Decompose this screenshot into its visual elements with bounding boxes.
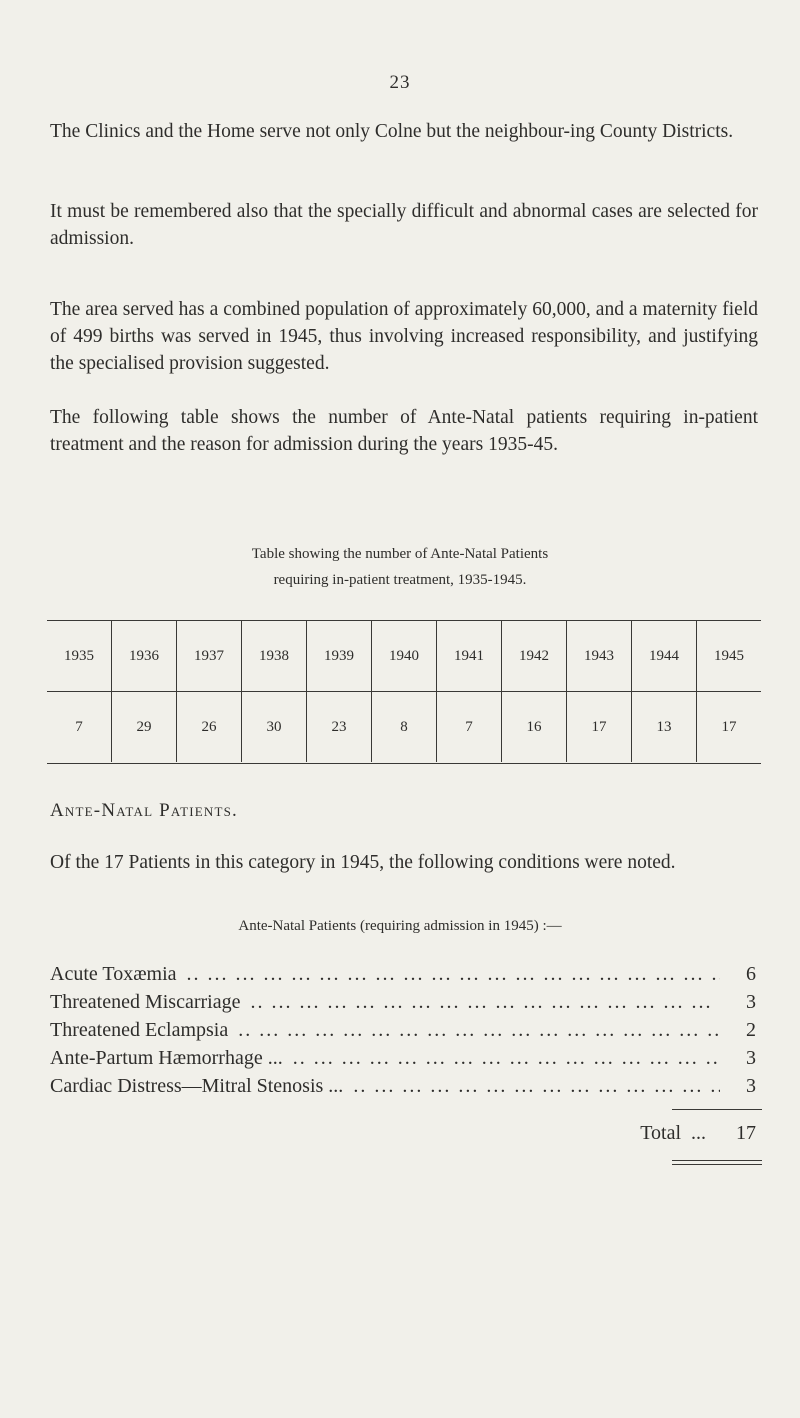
total-double-rule [672,1160,762,1165]
count-cell: 13 [632,692,697,762]
sum-rule [672,1109,762,1110]
list-caption: Ante-Natal Patients (requiring admission in 1945) :— [238,918,562,934]
condition-count: 6 [746,963,756,985]
condition-name: Cardiac Distress—Mitral Stenosis ... [50,1075,344,1097]
count-cell: 17 [567,692,632,762]
total-label: Total [640,1122,681,1144]
dot-leader [283,1044,720,1072]
dot-leader [240,988,720,1016]
condition-name: Threatened Miscarriage [50,991,241,1013]
count-cell: 26 [177,692,242,762]
condition-count: 3 [746,1047,756,1069]
year-cell: 1935 [47,621,112,691]
condition-item [50,960,756,988]
conditions-list [50,960,756,1100]
condition-item [50,1044,756,1072]
count-cell: 17 [721,718,737,735]
dot-leader [343,1072,720,1100]
total-value: 17 [736,1122,756,1144]
count-cell: 23 [307,692,372,762]
condition-name: Acute Toxæmia [50,963,177,985]
year-cell: 1944 [632,621,697,691]
year-cell: 1936 [112,621,177,691]
dot-leader [177,960,720,988]
count-cell: 16 [502,692,567,762]
paragraph-conditions-intro: Of the 17 Patients in this category in 1945, the following conditions were noted. [50,852,676,873]
condition-item [50,1072,756,1100]
table-caption [0,541,800,593]
year-cell: 1945 [714,647,744,664]
paragraph-table-intro: The following table shows the number of Ante-Natal patients requiring in-patient treatment and the reason for admission during the years 1935-45. [50,407,758,455]
total-leader: ... [691,1122,706,1144]
year-cell: 1937 [177,621,242,691]
count-cell: 7 [47,692,112,762]
section-heading: Ante-Natal Patients. [50,800,238,821]
count-cell: 29 [112,692,177,762]
condition-item [50,988,756,1016]
condition-count: 3 [746,991,756,1013]
condition-item [50,1016,756,1044]
count-row [47,692,761,762]
condition-name: Ante-Partum Hæmorrhage ... [50,1047,283,1069]
paragraph-area-served: The area served has a combined population of approximately 60,000, and a maternity field of 499 births was served in 1945, thus involving increased responsibility, and justifying the specialised provision suggested. [50,299,758,374]
year-cell: 1943 [567,621,632,691]
count-cell: 8 [372,692,437,762]
total-row [560,1122,756,1145]
page-number: 23 [389,72,411,93]
dot-leader [228,1016,720,1044]
year-cell: 1940 [372,621,437,691]
year-cell: 1938 [242,621,307,691]
condition-count: 3 [746,1075,756,1097]
year-cell: 1942 [502,621,567,691]
count-cell: 7 [437,692,502,762]
table-caption-line-1: Table showing the number of Ante-Natal Patients [251,546,549,562]
condition-name: Threatened Eclampsia [50,1019,229,1041]
table-caption-line-2: requiring in-patient treatment, 1935-1945. [273,572,527,588]
count-cell: 30 [242,692,307,762]
year-cell: 1939 [307,621,372,691]
paragraph-difficult-cases: It must be remembered also that the specially difficult and abnormal cases are selected for admission. [50,201,758,249]
year-header-row [47,621,761,692]
condition-count: 2 [746,1019,756,1041]
year-cell: 1941 [437,621,502,691]
patients-by-year-table [47,620,761,764]
paragraph-clinics: The Clinics and the Home serve not only Colne but the neighbour-ing County Districts. [50,121,734,142]
